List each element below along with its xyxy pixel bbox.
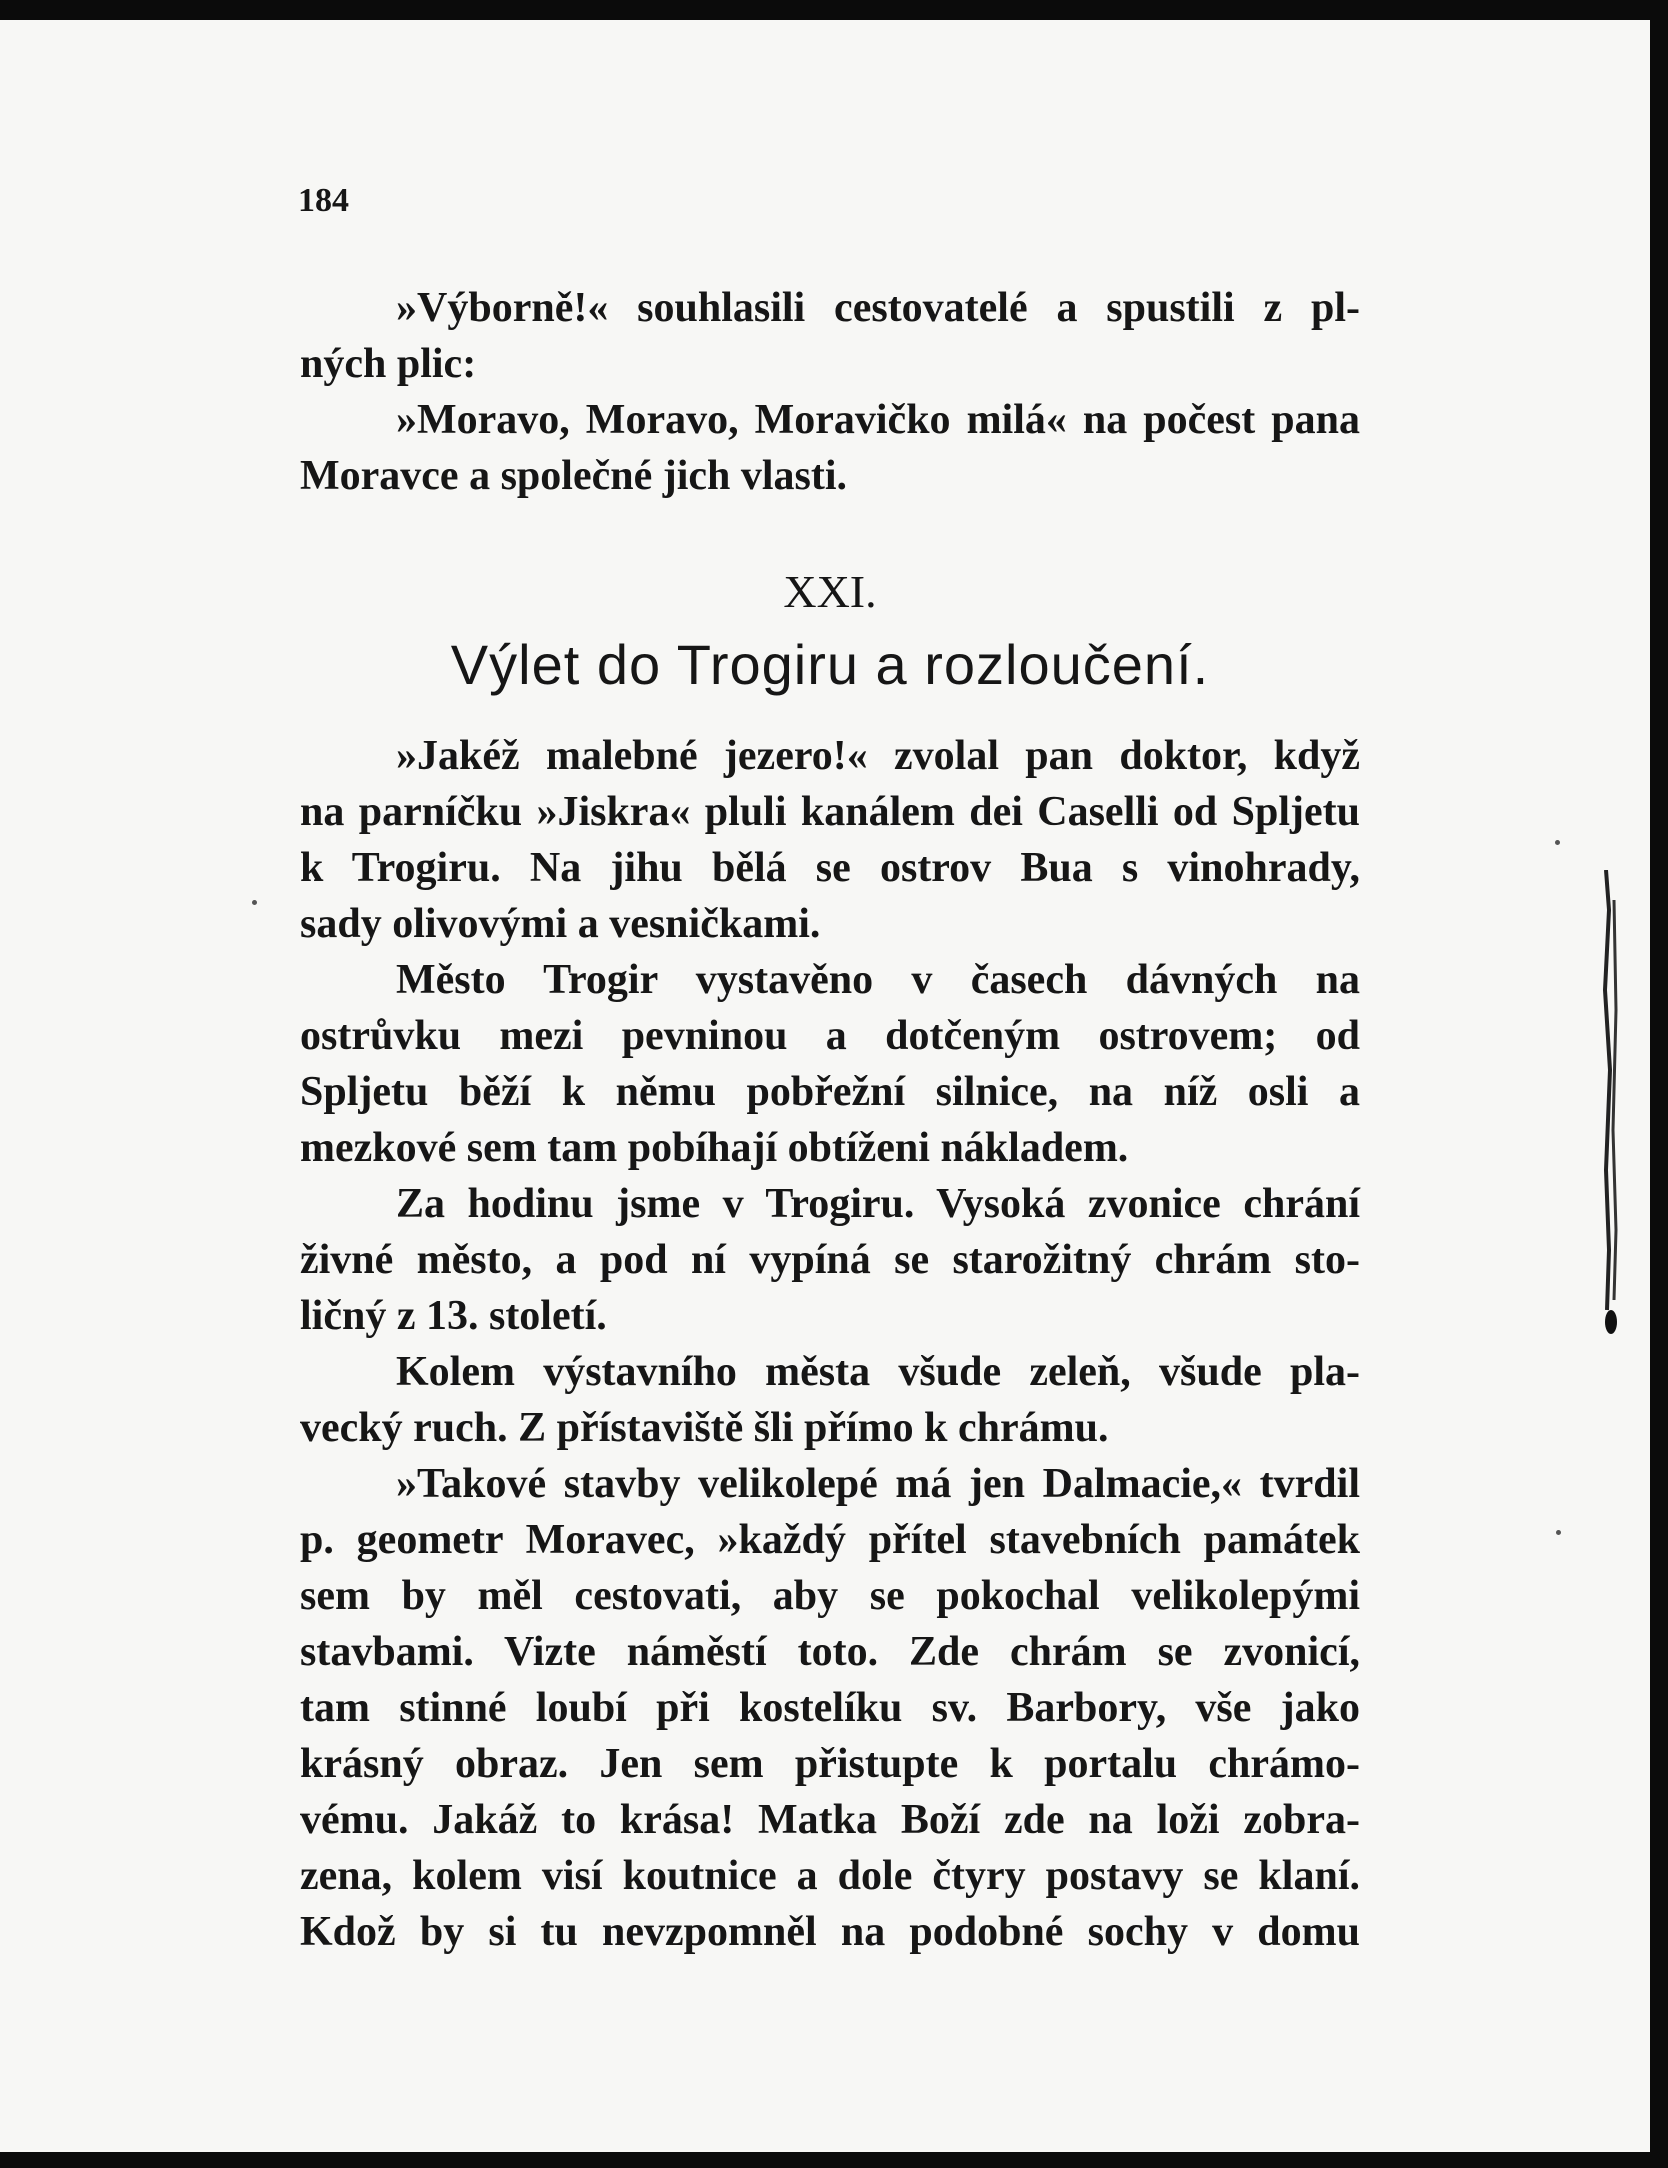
text-line: ných plic: bbox=[300, 341, 477, 387]
opening-paragraphs bbox=[300, 280, 1360, 520]
chapter-body bbox=[300, 728, 1360, 1960]
text-line: Kolem výstavního města všude zeleň, všude pla- bbox=[396, 1349, 1360, 1395]
text-line: Za hodinu jsme v Trogiru. Vysoká zvonice chrání bbox=[396, 1181, 1360, 1227]
dust-speck bbox=[252, 900, 257, 905]
text-line: ličný z 13. století. bbox=[300, 1293, 607, 1339]
text-line: vému. Jakáž to krása! Matka Boží zde na loži zobra- bbox=[300, 1797, 1360, 1843]
text-line: vecký ruch. Z přístaviště šli přímo k chrámu. bbox=[300, 1405, 1109, 1451]
text-line: k Trogiru. Na jihu bělá se ostrov Bua s vinohrady, bbox=[300, 845, 1360, 891]
text-line: Kdož by si tu nevzpomněl na podobné sochy v domu bbox=[300, 1909, 1360, 1955]
text-line: živné město, a pod ní vypíná se starožitný chrám sto- bbox=[300, 1237, 1360, 1283]
dust-speck bbox=[1556, 1530, 1561, 1535]
text-line: »Jakéž malebné jezero!« zvolal pan doktor, když bbox=[396, 733, 1360, 779]
text-line: ostrůvku mezi pevninou a dotčeným ostrovem; od bbox=[300, 1013, 1360, 1059]
text-line: »Výborně!« souhlasili cestovatelé a spustili z pl- bbox=[396, 285, 1360, 331]
text-line: Město Trogir vystavěno v časech dávných na bbox=[396, 957, 1360, 1003]
chapter-title: Výlet do Trogiru a rozloučení. bbox=[450, 633, 1210, 696]
text-line: tam stinné loubí při kostelíku sv. Barbory, vše jako bbox=[300, 1685, 1360, 1731]
text-line: sady olivovými a vesničkami. bbox=[300, 901, 821, 947]
text-line: zena, kolem visí koutnice a dole čtyry postavy se klaní. bbox=[300, 1853, 1360, 1899]
dust-speck bbox=[1555, 840, 1560, 845]
text-line: na parníčku »Jiskra« pluli kanálem dei Caselli od Spljetu bbox=[300, 789, 1360, 835]
page-number: 184 bbox=[298, 182, 349, 219]
chapter-number: XXI. bbox=[783, 566, 877, 617]
binding-shadow-mark bbox=[1600, 870, 1622, 1340]
text-line: krásný obraz. Jen sem přistupte k portalu chrámo- bbox=[300, 1741, 1360, 1787]
text-line: stavbami. Vizte náměstí toto. Zde chrám se zvonicí, bbox=[300, 1629, 1360, 1675]
text-line: Moravce a společné jich vlasti. bbox=[300, 453, 848, 499]
text-line: sem by měl cestovati, aby se pokochal velikolepými bbox=[300, 1573, 1360, 1619]
text-line: »Moravo, Moravo, Moravičko milá« na počest pana bbox=[396, 397, 1360, 443]
text-line: mezkové sem tam pobíhají obtíženi nákladem. bbox=[300, 1125, 1129, 1171]
book-page bbox=[0, 20, 1650, 2152]
text-line: Spljetu běží k němu pobřežní silnice, na níž osli a bbox=[300, 1069, 1360, 1115]
text-line: p. geometr Moravec, »každý přítel stavebních památek bbox=[300, 1517, 1360, 1563]
text-line: »Takové stavby velikolepé má jen Dalmacie,« tvrdil bbox=[396, 1461, 1360, 1507]
